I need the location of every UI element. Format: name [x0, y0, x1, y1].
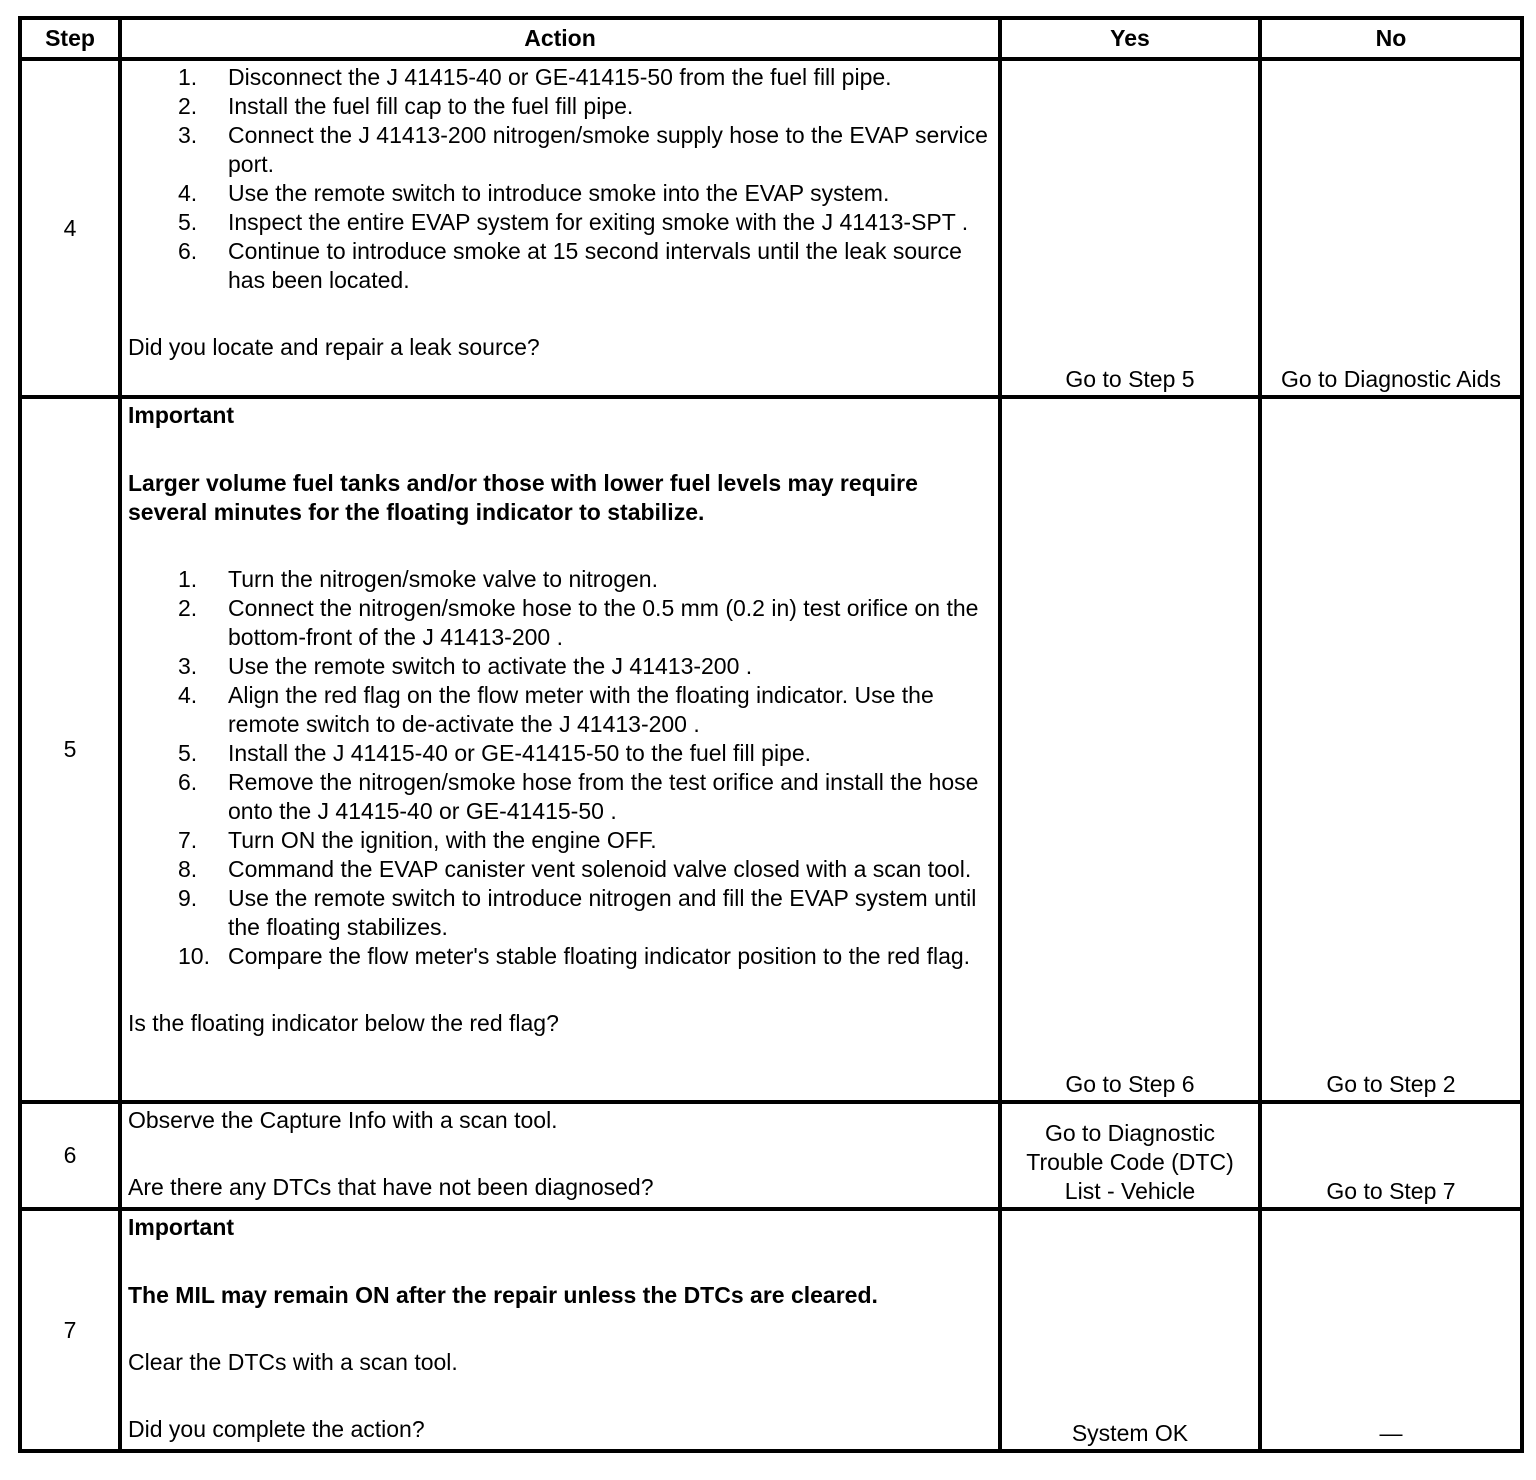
yes-line: Go to Diagnostic: [1044, 1120, 1216, 1146]
list-item-text: Command the EVAP canister vent solenoid valve closed with a scan tool.: [228, 856, 972, 882]
table-row-step-6: [20, 1102, 1522, 1209]
table-row-step-7: [20, 1209, 1522, 1451]
important-note: Larger volume fuel tanks and/or those with lower fuel levels may require several minutes for the floating indicator to stabilize.: [128, 470, 918, 525]
list-item-number: 6.: [178, 769, 198, 795]
list-item-number: 5.: [178, 209, 198, 235]
action-cell: [120, 397, 1000, 1102]
list-item-number: 3.: [178, 653, 198, 679]
header-action: Action: [120, 18, 1000, 59]
header-yes: Yes: [1000, 18, 1260, 59]
list-item: [178, 942, 992, 971]
list-item-text: Align the red flag on the flow meter with the floating indicator. Use the remote switch to de-activate the J 41413-200 .: [228, 682, 934, 737]
list-item-text: Disconnect the J 41415-40 or GE-41415-50 from the fuel fill pipe.: [228, 64, 892, 90]
list-item-text: Use the remote switch to introduce smoke into the EVAP system.: [228, 180, 890, 206]
no-cell: Go to Step 7: [1260, 1102, 1522, 1209]
diagnostic-table: [18, 16, 1524, 1453]
list-item: [178, 739, 992, 768]
list-item-number: 10.: [178, 943, 210, 969]
list-item-text: Turn the nitrogen/smoke valve to nitrogen.: [228, 566, 658, 592]
action-question: Are there any DTCs that have not been diagnosed?: [128, 1174, 654, 1200]
list-item-number: 6.: [178, 238, 198, 264]
list-item: [178, 92, 992, 121]
yes-cell: Go to Step 6: [1000, 397, 1260, 1102]
list-item: [178, 565, 992, 594]
important-label: Important: [128, 402, 235, 428]
step-number: 7: [20, 1209, 120, 1451]
list-item: [178, 884, 992, 942]
list-item-text: Connect the J 41413-200 nitrogen/smoke supply hose to the EVAP service port.: [228, 122, 988, 177]
list-item-text: Install the J 41415-40 or GE-41415-50 to the fuel fill pipe.: [228, 740, 812, 766]
no-cell: —: [1260, 1209, 1522, 1451]
action-text: Observe the Capture Info with a scan tool.: [128, 1107, 558, 1133]
yes-cell: [1000, 1102, 1260, 1209]
action-question: Did you complete the action?: [128, 1416, 425, 1442]
list-item-number: 3.: [178, 122, 198, 148]
action-cell: [120, 59, 1000, 397]
list-item-text: Connect the nitrogen/smoke hose to the 0.5 mm (0.2 in) test orifice on the bottom-front of the J 41413-200 .: [228, 595, 979, 650]
list-item: [178, 594, 992, 652]
table-row-step-4: [20, 59, 1522, 397]
header-row: [20, 18, 1522, 59]
list-item: [178, 681, 992, 739]
list-item-text: Inspect the entire EVAP system for exiting smoke with the J 41413-SPT .: [228, 209, 969, 235]
header-step: Step: [20, 18, 120, 59]
yes-line: List - Vehicle: [1064, 1178, 1196, 1204]
list-item: [178, 826, 992, 855]
list-item: [178, 237, 992, 295]
list-item: [178, 63, 992, 92]
yes-line: Trouble Code (DTC): [1026, 1149, 1234, 1175]
list-item-text: Use the remote switch to introduce nitrogen and fill the EVAP system until the floating stabilizes.: [228, 885, 977, 940]
list-item: [178, 208, 992, 237]
list-item-number: 4.: [178, 180, 198, 206]
step-number: 6: [20, 1102, 120, 1209]
list-item-number: 7.: [178, 827, 198, 853]
important-note: The MIL may remain ON after the repair unless the DTCs are cleared.: [128, 1282, 878, 1308]
action-steps-list: [128, 565, 992, 971]
step-number: 5: [20, 397, 120, 1102]
list-item-text: Continue to introduce smoke at 15 second intervals until the leak source has been located.: [228, 238, 962, 293]
list-item: [178, 855, 992, 884]
list-item-number: 9.: [178, 885, 198, 911]
list-item-text: Install the fuel fill cap to the fuel fill pipe.: [228, 93, 634, 119]
list-item-text: Remove the nitrogen/smoke hose from the test orifice and install the hose onto the J 41415-40 or GE-41415-50 .: [228, 769, 979, 824]
step-number: 4: [20, 59, 120, 397]
yes-cell: Go to Step 5: [1000, 59, 1260, 397]
no-cell: Go to Diagnostic Aids: [1260, 59, 1522, 397]
table-row-step-5: [20, 397, 1522, 1102]
list-item-number: 1.: [178, 566, 198, 592]
action-cell: [120, 1209, 1000, 1451]
list-item: [178, 768, 992, 826]
header-no: No: [1260, 18, 1522, 59]
action-cell: [120, 1102, 1000, 1209]
list-item-number: 2.: [178, 93, 198, 119]
yes-cell: System OK: [1000, 1209, 1260, 1451]
list-item: [178, 652, 992, 681]
list-item-number: 1.: [178, 64, 198, 90]
action-text: Clear the DTCs with a scan tool.: [128, 1349, 458, 1375]
list-item-number: 2.: [178, 595, 198, 621]
list-item: [178, 121, 992, 179]
list-item-text: Compare the flow meter's stable floating indicator position to the red flag.: [228, 943, 971, 969]
list-item: [178, 179, 992, 208]
list-item-number: 8.: [178, 856, 198, 882]
action-question: Did you locate and repair a leak source?: [128, 334, 540, 360]
list-item-text: Turn ON the ignition, with the engine OFF.: [228, 827, 657, 853]
important-label: Important: [128, 1214, 235, 1240]
list-item-text: Use the remote switch to activate the J 41413-200 .: [228, 653, 753, 679]
list-item-number: 5.: [178, 740, 198, 766]
action-steps-list: [128, 63, 992, 295]
list-item-number: 4.: [178, 682, 198, 708]
no-cell: Go to Step 2: [1260, 397, 1522, 1102]
action-question: Is the floating indicator below the red flag?: [128, 1010, 559, 1036]
